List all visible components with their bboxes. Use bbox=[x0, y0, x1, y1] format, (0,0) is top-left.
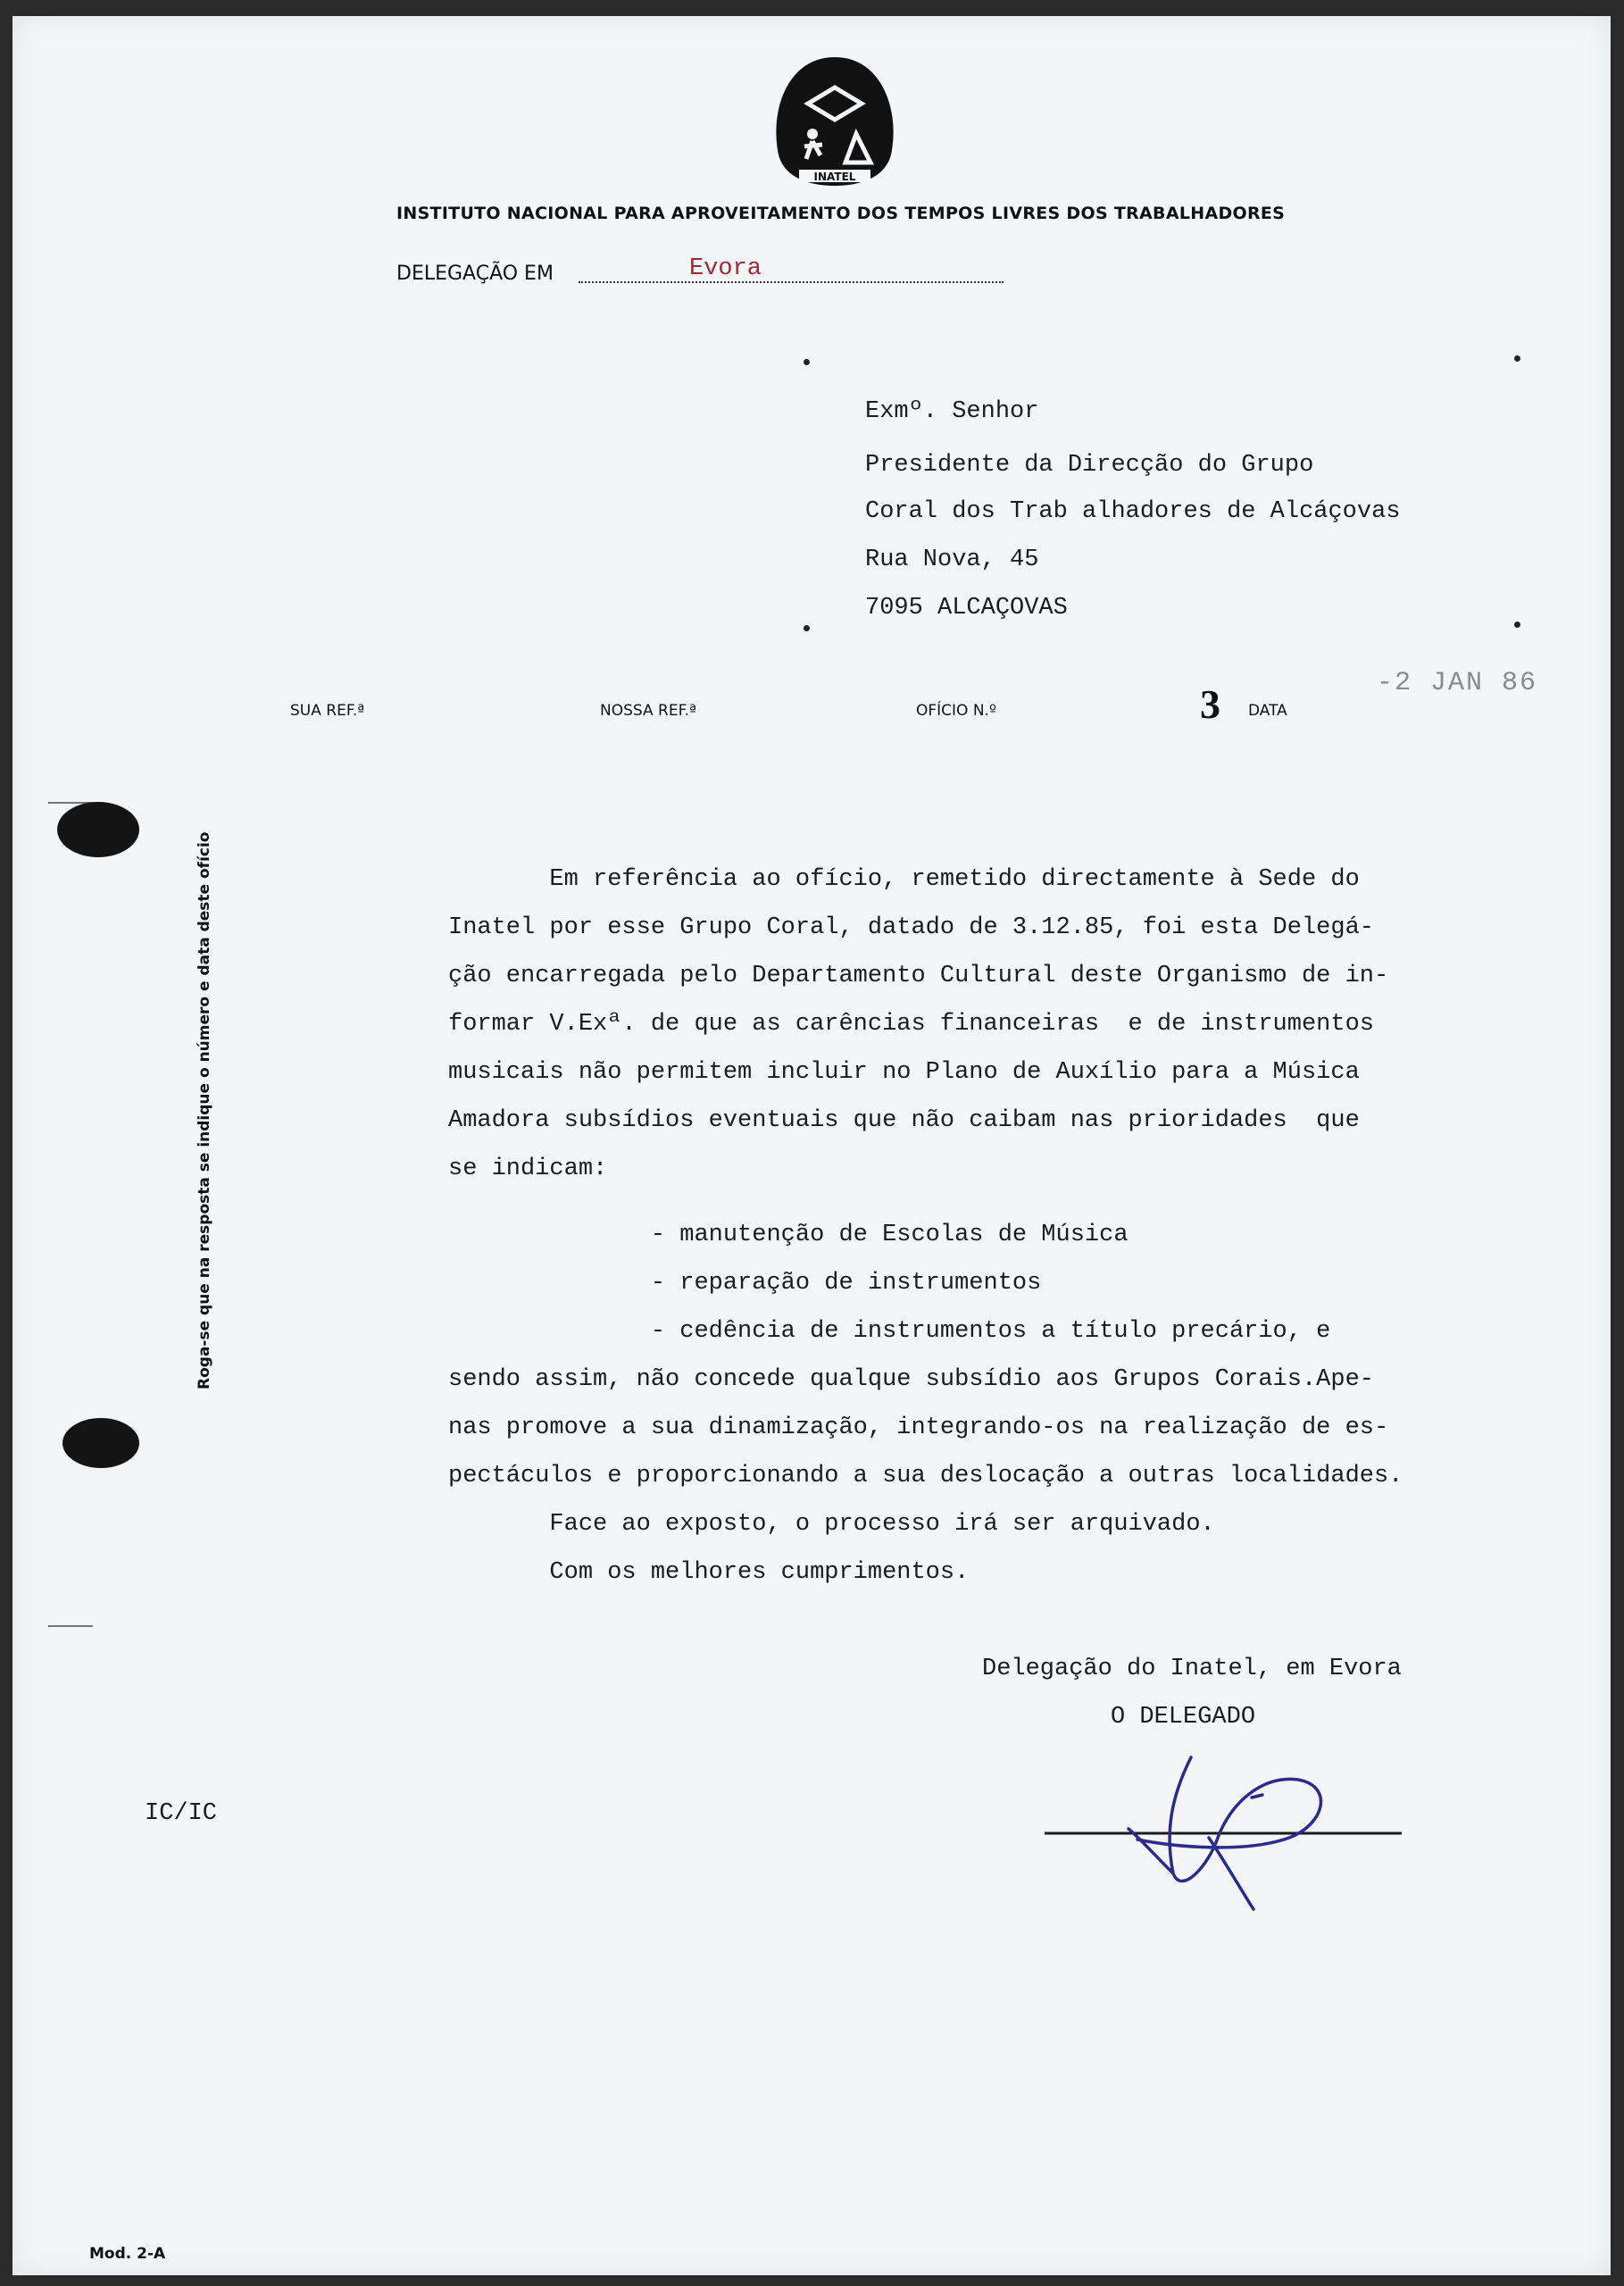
recipient-line-2: Presidente da Direcção do Grupo bbox=[865, 452, 1314, 479]
delegation-label: DELEGAÇÃO EM bbox=[396, 263, 554, 285]
data-label: DATA bbox=[1248, 702, 1287, 720]
body-line: musicais não permitem incluir no Plano de Auxílio para a Música bbox=[448, 1059, 1360, 1086]
letter-sheet bbox=[12, 16, 1611, 2275]
institute-name: INSTITUTO NACIONAL PARA APROVEITAMENTO DOS TEMPOS LIVRES DOS TRABALHADORES bbox=[396, 204, 1286, 223]
recipient-line-4: Rua Nova, 45 bbox=[865, 546, 1039, 573]
nossa-ref-label: NOSSA REF.ª bbox=[600, 702, 697, 720]
punch-hole bbox=[57, 802, 139, 857]
body-line: - manutenção de Escolas de Música bbox=[448, 1222, 1128, 1248]
typist-reference: IC/IC bbox=[145, 1800, 218, 1827]
oficio-label: OFÍCIO N.º bbox=[916, 702, 996, 720]
form-model: Mod. 2-A bbox=[89, 2245, 166, 2263]
paper-dot bbox=[1514, 622, 1520, 628]
body-line: sendo assim, não concede qualque subsídio aos Grupos Corais.Ape- bbox=[448, 1366, 1374, 1393]
body-line: Em referência ao ofício, remetido directamente à Sede do bbox=[448, 866, 1360, 893]
recipient-line-5: 7095 ALCAÇOVAS bbox=[865, 595, 1068, 622]
body-line: Com os melhores cumprimentos. bbox=[448, 1559, 970, 1586]
handwritten-signature bbox=[1039, 1740, 1414, 1918]
body-line: - cedência de instrumentos a título precário, e bbox=[448, 1318, 1331, 1345]
paper-dot bbox=[804, 359, 810, 365]
inatel-logo bbox=[763, 52, 906, 195]
sua-ref-label: SUA REF.ª bbox=[290, 702, 365, 720]
body-line: pectáculos e proporcionando a sua deslocação a outras localidades. bbox=[448, 1463, 1403, 1489]
paper-dot bbox=[804, 625, 810, 631]
body-line: se indicam: bbox=[448, 1156, 608, 1182]
oficio-number: 3 bbox=[1200, 681, 1220, 727]
logo-text: INATEL bbox=[813, 171, 856, 183]
reply-instruction-note: Roga-se que na resposta se indique o número e data deste ofício bbox=[196, 831, 213, 1389]
delegation-dotted-line bbox=[579, 281, 1004, 283]
fold-mark bbox=[48, 1625, 93, 1627]
date-stamp: -2 JAN 86 bbox=[1377, 668, 1538, 698]
body-line: formar V.Exª. de que as carências financeiras e de instrumentos bbox=[448, 1011, 1374, 1038]
body-line: Amadora subsídios eventuais que não caibam nas prioridades que bbox=[448, 1107, 1360, 1134]
recipient-line-1: Exmº. Senhor bbox=[865, 398, 1039, 425]
signature-title: O DELEGADO bbox=[1111, 1704, 1256, 1731]
recipient-line-3: Coral dos Trab alhadores de Alcáçovas bbox=[865, 498, 1401, 525]
paper-dot bbox=[1514, 355, 1520, 362]
body-line: nas promove a sua dinamização, integrando-os na realização de es- bbox=[448, 1414, 1389, 1441]
delegation-value: Evora bbox=[689, 255, 762, 282]
body-line: ção encarregada pelo Departamento Cultural deste Organismo de in- bbox=[448, 963, 1389, 989]
signature-delegation: Delegação do Inatel, em Evora bbox=[982, 1656, 1402, 1682]
punch-hole bbox=[62, 1418, 139, 1468]
body-line: Inatel por esse Grupo Coral, datado de 3.12.85, foi esta Delegá- bbox=[448, 914, 1374, 941]
body-line: - reparação de instrumentos bbox=[448, 1270, 1042, 1297]
body-line: Face ao exposto, o processo irá ser arquivado. bbox=[448, 1511, 1215, 1538]
